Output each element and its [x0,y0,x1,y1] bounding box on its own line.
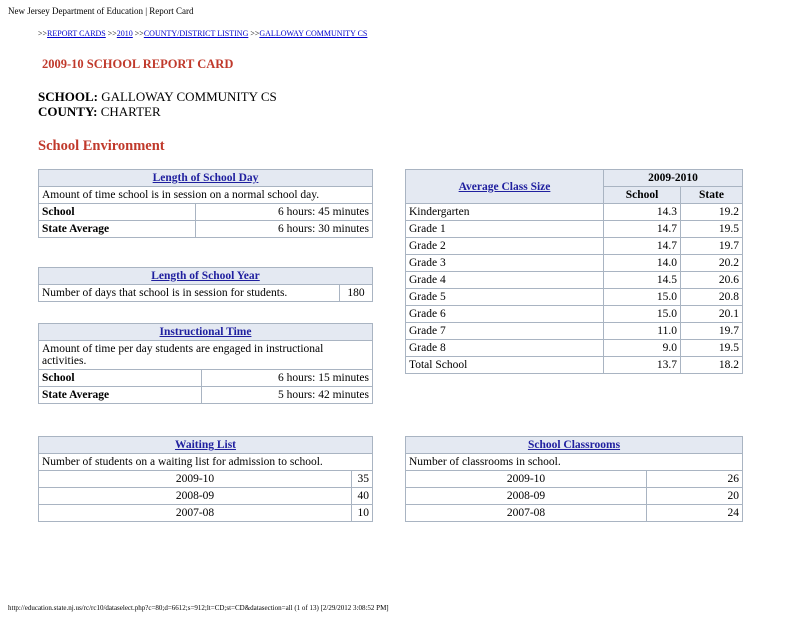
table-row: School 6 hours: 15 minutes [39,370,373,387]
table-row: Total School 13.7 18.2 [406,357,743,374]
col-state-header: State [681,187,743,204]
table-row: 2007-08 24 [406,505,743,522]
county-line: COUNTY: CHARTER [38,104,161,119]
school-line: SCHOOL: GALLOWAY COMMUNITY CS [38,89,277,104]
table-description: Number of classrooms in school. [406,454,743,471]
table-row: State Average 5 hours: 42 minutes [39,387,373,404]
table-row: 2008-09 20 [406,488,743,505]
table-row: Grade 8 9.0 19.5 [406,340,743,357]
year-header: 2009-2010 [604,170,743,187]
instructional-time-table [38,323,373,404]
average-class-size-link[interactable]: Average Class Size [458,180,551,193]
instructional-time-link[interactable]: Instructional Time [159,326,252,338]
waiting-list-link[interactable]: Waiting List [174,439,237,451]
average-class-size-table [405,169,743,374]
table-row: 2009-10 35 [39,471,373,488]
length-of-school-day-table [38,169,373,238]
table-row: 2008-09 40 [39,488,373,505]
table-row: Grade 1 14.7 19.5 [406,221,743,238]
length-of-school-year-link[interactable]: Length of School Year [151,270,260,282]
window-title: New Jersey Department of Education | Report Card [8,6,194,16]
school-classrooms-table [405,436,743,522]
table-description: Amount of time school is in session on a normal school day. [39,187,373,204]
table-row: Kindergarten 14.3 19.2 [406,204,743,221]
school-info [38,89,277,119]
table-description: Amount of time per day students are engaged in instructional activities. [39,341,373,370]
page-footer-url: http://education.state.nj.us/rc/rc10/dataselect.php?c=80;d=6612;s=912;lt=CD;st=CD&datasection=all (1 of 13) [2/29/2012 3:08:52 PM] [8,604,389,612]
school-classrooms-link[interactable]: School Classrooms [527,439,621,451]
table-row: Number of days that school is in session for students. 180 [39,285,373,302]
table-row: Grade 2 14.7 19.7 [406,238,743,255]
section-title: School Environment [38,138,165,154]
table-row: Grade 5 15.0 20.8 [406,289,743,306]
breadcrumb: >>REPORT CARDS >>2010 >>COUNTY/DISTRICT LISTING >>GALLOWAY COMMUNITY CS [38,29,368,38]
waiting-list-table [38,436,373,522]
table-row: Grade 4 14.5 20.6 [406,272,743,289]
table-row: School 6 hours: 45 minutes [39,204,373,221]
table-row: Grade 7 11.0 19.7 [406,323,743,340]
table-row: 2007-08 10 [39,505,373,522]
col-school-header: School [604,187,681,204]
breadcrumb-report-cards[interactable]: REPORT CARDS [47,29,106,38]
length-of-school-year-table [38,267,373,302]
table-row: Grade 6 15.0 20.1 [406,306,743,323]
report-title: 2009-10 SCHOOL REPORT CARD [42,57,234,71]
table-row: Grade 3 14.0 20.2 [406,255,743,272]
table-description: Number of students on a waiting list for admission to school. [39,454,373,471]
table-row: 2009-10 26 [406,471,743,488]
length-of-school-day-link[interactable]: Length of School Day [152,172,259,184]
breadcrumb-county-district-listing[interactable]: COUNTY/DISTRICT LISTING [143,29,249,38]
breadcrumb-school[interactable]: GALLOWAY COMMUNITY CS [259,29,368,38]
table-description: Number of days that school is in session for students. [39,285,340,302]
breadcrumb-2010[interactable]: 2010 [116,29,133,38]
table-row: State Average 6 hours: 30 minutes [39,221,373,238]
